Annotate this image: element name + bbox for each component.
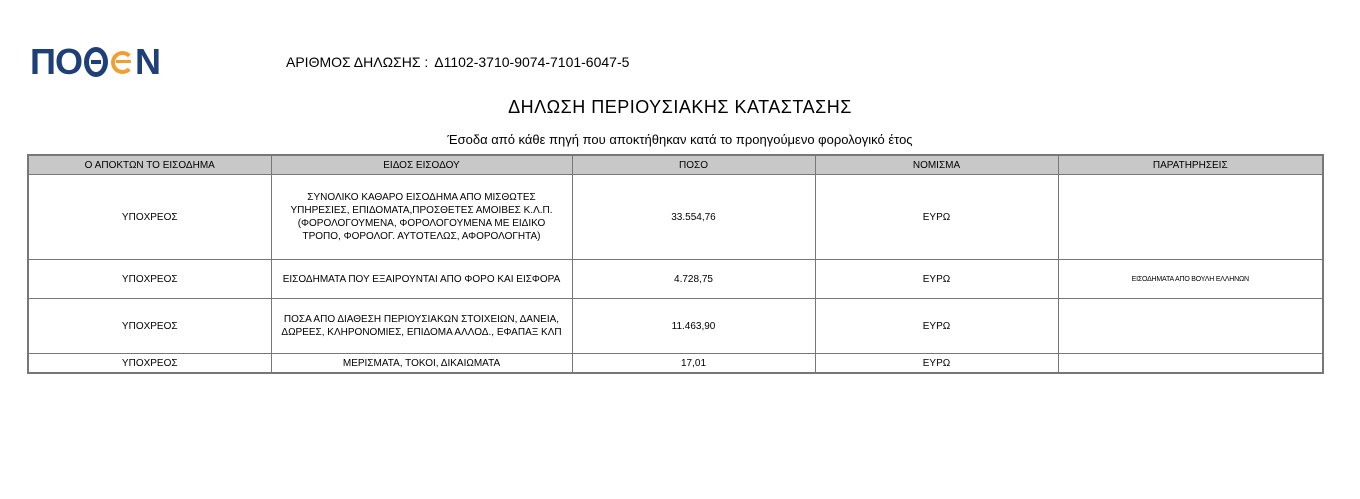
cell-currency: ΕΥΡΩ [815,175,1058,260]
cell-remarks [1058,175,1323,260]
cell-recipient: ΥΠΟΧΡΕΟΣ [28,175,271,260]
column-header-remarks: ΠΑΡΑΤΗΡΗΣΕΙΣ [1058,155,1323,175]
cell-currency: ΕΥΡΩ [815,260,1058,299]
cell-amount: 11.463,90 [572,299,815,354]
logo-letter-n: Ν [135,41,161,82]
cell-recipient: ΥΠΟΧΡΕΟΣ [28,260,271,299]
declaration-number [286,54,629,70]
logo-letter-theta [84,47,108,77]
cell-amount: 17,01 [572,354,815,374]
column-header-currency: ΝΟΜΙΣΜΑ [815,155,1058,175]
table-row [28,299,1323,354]
column-header-recipient: Ο ΑΠΟΚΤΩΝ ΤΟ ΕΙΣΟΔΗΜΑ [28,155,271,175]
logo-letter-epsilon [111,51,134,74]
cell-recipient: ΥΠΟΧΡΕΟΣ [28,299,271,354]
cell-remarks [1058,354,1323,374]
cell-remarks [1058,299,1323,354]
cell-amount: 33.554,76 [572,175,815,260]
table-row [28,260,1323,299]
logo-letter-p: Π [30,41,55,82]
pothen-logo [30,41,161,82]
cell-amount: 4.728,75 [572,260,815,299]
column-header-income-type: ΕΙΔΟΣ ΕΙΣΟΔΟΥ [271,155,572,175]
declaration-number-label: ΑΡΙΘΜΟΣ ΔΗΛΩΣΗΣ : [286,54,429,70]
column-header-amount: ΠΟΣΟ [572,155,815,175]
cell-income-type: ΜΕΡΙΣΜΑΤΑ, ΤΟΚΟΙ, ΔΙΚΑΙΩΜΑΤΑ [271,354,572,374]
cell-recipient: ΥΠΟΧΡΕΟΣ [28,354,271,374]
cell-income-type: ΕΙΣΟΔΗΜΑΤΑ ΠΟΥ ΕΞΑΙΡΟΥΝΤΑΙ ΑΠΟ ΦΟΡΟ ΚΑΙ ΕΙΣΦΟΡΑ [271,260,572,299]
table-row [28,354,1323,374]
table-header-row [28,155,1323,175]
cell-income-type: ΣΥΝΟΛΙΚΟ ΚΑΘΑΡΟ ΕΙΣΟΔΗΜΑ ΑΠΟ ΜΙΣΘΩΤΕΣ ΥΠΗΡΕΣΙΕΣ, ΕΠΙΔΟΜΑΤΑ,ΠΡΟΣΘΕΤΕΣ ΑΜΟΙΒΕΣ Κ.Λ.Π.(ΦΟΡΟΛΟΓΟΥΜΕΝΑ, ΦΟΡΟΛΟΓΟΥΜΕΝΑ ΜΕ ΕΙΔΙΚΟ ΤΡΟΠΟ, ΦΟΡΟΛΟΓ. ΑΥΤΟΤΕΛΩΣ, ΑΦΟΡΟΛΟΓΗΤΑ) [271,175,572,260]
logo-letter-o: Ο [55,41,83,82]
declaration-number-value: Δ1102-3710-9074-7101-6047-5 [434,54,630,70]
table-row [28,175,1323,260]
cell-currency: ΕΥΡΩ [815,354,1058,374]
cell-currency: ΕΥΡΩ [815,299,1058,354]
income-table [27,154,1324,374]
cell-income-type: ΠΟΣΑ ΑΠΟ ΔΙΑΘΕΣΗ ΠΕΡΙΟΥΣΙΑΚΩΝ ΣΤΟΙΧΕΙΩΝ, ΔΑΝΕΙΑ, ΔΩΡΕΕΣ, ΚΛΗΡΟΝΟΜΙΕΣ, ΕΠΙΔΟΜΑ ΑΛΛΟΔ., ΕΦΑΠΑΞ ΚΛΠ [271,299,572,354]
page-title: ΔΗΛΩΣΗ ΠΕΡΙΟΥΣΙΑΚΗΣ ΚΑΤΑΣΤΑΣΗΣ [508,97,852,117]
cell-remarks: ΕΙΣΟΔΗΜΑΤΑ ΑΠΟ ΒΟΥΛΗ ΕΛΛΗΝΩΝ [1058,260,1323,299]
page-subtitle: Έσοδα από κάθε πηγή που αποκτήθηκαν κατά το προηγούμενο φορολογικό έτος [447,132,913,147]
